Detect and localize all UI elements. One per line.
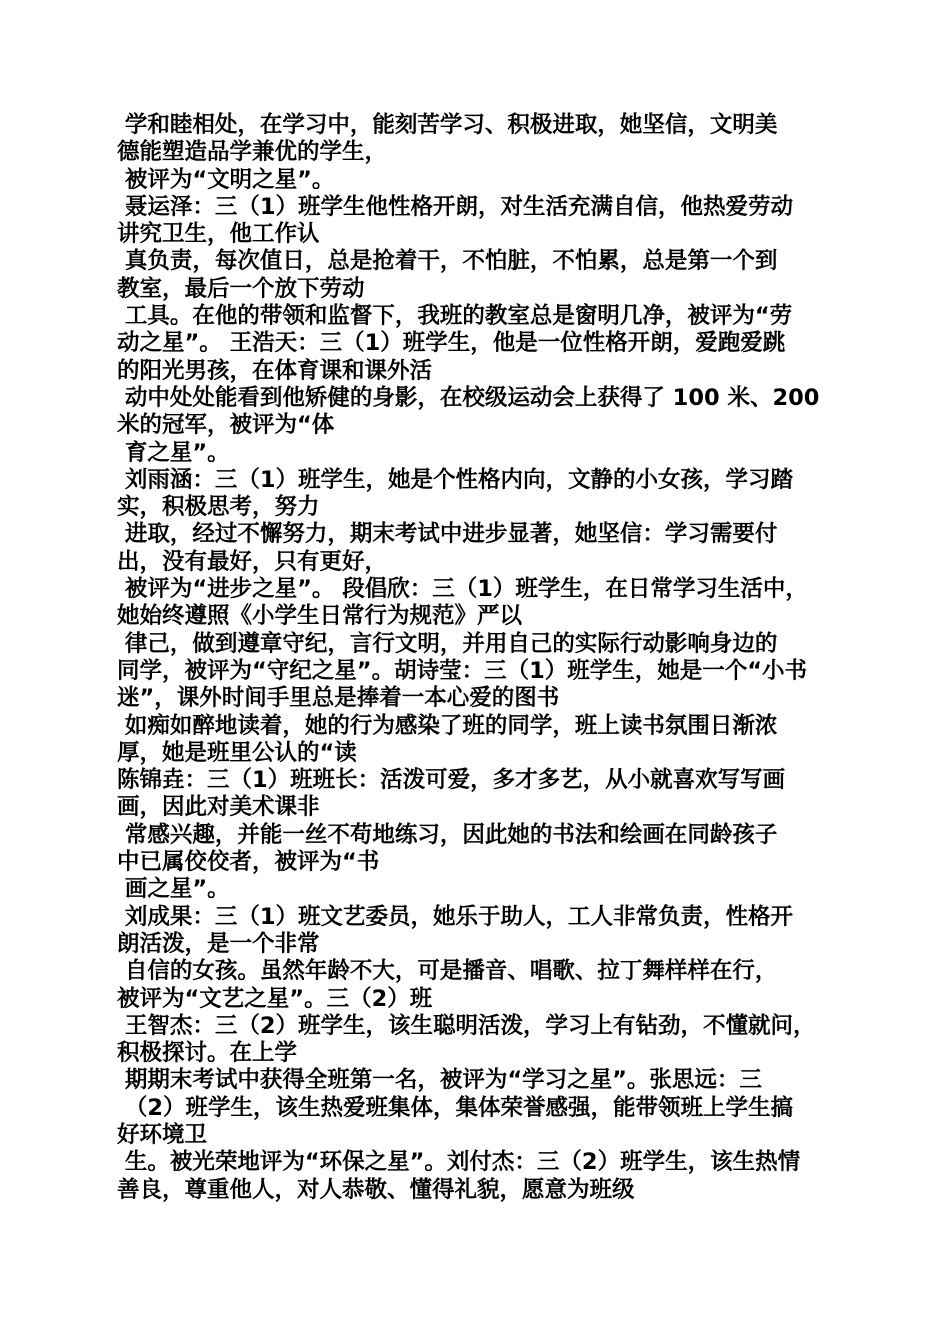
text-line: 常感兴趣，并能一丝不苟地练习，因此她的书法和绘画在同龄孩子 (117, 821, 778, 848)
text-line: 刘雨涵：三（1）班学生，她是个性格内向，文静的小女孩，学习踏 (117, 466, 793, 493)
text-line: 的阳光男孩，在体育课和课外活 (117, 357, 433, 384)
text-line: 动之星”。 王浩天：三（1）班学生，他是一位性格开朗，爱跑爱跳 (117, 330, 786, 357)
text-line: 王智杰：三（2）班学生，该生聪明活泼，学习上有钻劲，不懂就问， (117, 1012, 816, 1039)
text-line: 陈锦垚：三（1）班班长：活泼可爱，多才多艺，从小就喜欢写写画 (117, 767, 786, 794)
text-line: 讲究卫生，他工作认 (117, 221, 320, 248)
text-line: 进取，经过不懈努力，期末考试中进步显著，她坚信：学习需要付 (117, 521, 778, 548)
text-line: 她始终遵照《小学生日常行为规范》严以 (117, 603, 523, 630)
text-line: 画，因此对美术课非 (117, 794, 320, 821)
text-line: 工具。在他的带领和监督下，我班的教室总是窗明几净，被评为“劳 (117, 303, 793, 330)
text-line: 被评为“进步之星”。 段倡欣：三（1）班学生，在日常学习生活中， (117, 576, 808, 603)
text-line: 出，没有最好，只有更好， (117, 548, 388, 575)
text-line: 刘成果：三（1）班文艺委员，她乐于助人，工人非常负责，性格开 (117, 903, 793, 930)
text-line: 自信的女孩。虽然年龄不大，可是播音、唱歌、拉丁舞样样在行， (117, 958, 778, 985)
text-line: 学和睦相处，在学习中，能刻苦学习、积极进取，她坚信，文明美 (117, 112, 778, 138)
text-line: 真负责，每次值日，总是抢着干，不怕脏，不怕累，总是第一个到 (117, 248, 778, 275)
text-line: 被评为“文明之星”。 (117, 166, 335, 193)
text-line: 如痴如醉地读着，她的行为感染了班的同学，班上读书氛围日渐浓 (117, 712, 778, 739)
text-line: 画之星”。 (117, 876, 230, 903)
text-line: 积极探讨。在上学 (117, 1040, 298, 1067)
text-line: 同学，被评为“守纪之星”。胡诗莹：三（1）班学生，她是一个“小书 (117, 657, 808, 684)
text-line: 期期末考试中获得全班第一名，被评为“学习之星”。张思远：三 (117, 1067, 762, 1094)
text-line: 善良，尊重他人，对人恭敬、懂得礼貌，愿意为班级 (117, 1176, 635, 1203)
text-line: 实，积极思考，努力 (117, 494, 320, 521)
text-line: 动中处处能看到他矫健的身影，在校级运动会上获得了 100 米、200 (117, 384, 820, 411)
text-line: 米的冠军，被评为“体 (117, 412, 335, 439)
text-line: 迷”，课外时间手里总是捧着一本心爱的图书 (117, 685, 560, 712)
text-line: 中已属佼佼者，被评为“书 (117, 849, 380, 876)
text-line: 育之星”。 (117, 439, 230, 466)
text-line: 德能塑造品学兼优的学生， (117, 139, 388, 166)
text-line: （2）班学生，该生热爱班集体，集体荣誉感强，能带领班上学生搞 (117, 1094, 793, 1121)
text-line: 教室，最后一个放下劳动 (117, 275, 365, 302)
text-line: 被评为“文艺之星”。三（2）班 (117, 985, 433, 1012)
text-line: 聂运泽：三（1）班学生他性格开朗，对生活充满自信，他热爱劳动 (117, 193, 793, 220)
text-line: 好环境卫 (117, 1121, 208, 1148)
text-line: 厚，她是班里公认的“读 (117, 739, 357, 766)
document-body-text (117, 112, 847, 1204)
text-line: 律己，做到遵章守纪，言行文明，并用自己的实际行动影响身边的 (117, 630, 778, 657)
text-line: 生。被光荣地评为“环保之星”。刘付杰：三（2）班学生，该生热情 (117, 1149, 801, 1176)
text-line: 朗活泼，是一个非常 (117, 930, 320, 957)
